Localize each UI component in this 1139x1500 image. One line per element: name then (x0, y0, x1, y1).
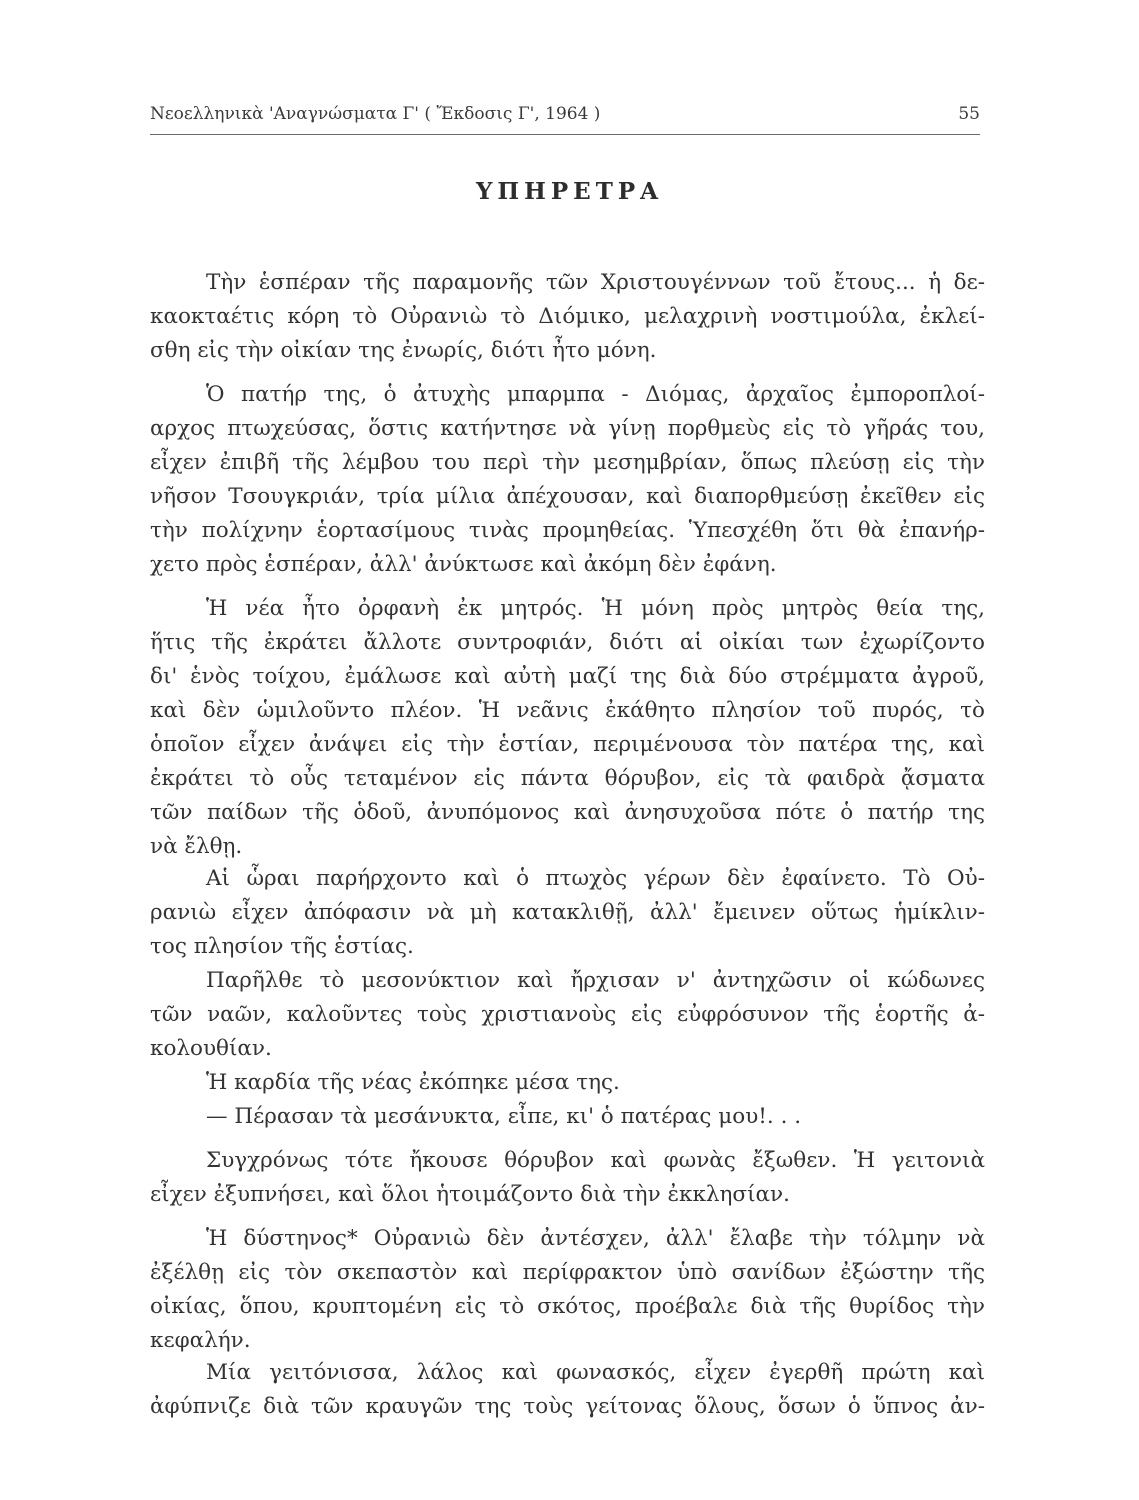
text-line: Αἱ ὧραι παρήρχοντο καὶ ὁ πτωχὸς γέρων δὲν ἐφαίνετο. Τὸ Οὐ- (206, 866, 985, 891)
text-line: τῶν ναῶν, καλοῦντες τοὺς χριστιανοὺς εἰς εὐφρόσυνον τῆς ἑορτῆς ἀ- (150, 1002, 985, 1027)
text-line: ἥτις τῆς ἐκράτει ἄλλοτε συντροφιάν, διότι αἱ οἰκίαι των ἐχωρίζοντο (150, 630, 985, 655)
text-line: εἶχεν ἐπιβῆ τῆς λέμβου του περὶ τὴν μεσημβρίαν, ὅπως πλεύσῃ εἰς τὴν (150, 450, 985, 475)
text-line: χετο πρὸς ἑσπέραν, ἀλλ' ἀνύκτωσε καὶ ἀκόμη δὲν ἐφάνη. (150, 552, 777, 577)
text-line: δι' ἑνὸς τοίχου, ἐμάλωσε καὶ αὐτὴ μαζί της διὰ δύο στρέμματα ἀγροῦ, (150, 664, 985, 689)
text-line: καὶ δὲν ὡμιλοῦντο πλέον. Ἡ νεᾶνις ἐκάθητο πλησίον τοῦ πυρός, τὸ (150, 698, 985, 723)
text-line: ρανιὼ εἶχεν ἀπόφασιν νὰ μὴ κατακλιθῇ, ἀλλ' ἔμεινεν οὕτως ἡμίκλιν- (150, 900, 985, 925)
text-line: ὁποῖον εἶχεν ἀνάψει εἰς τὴν ἑστίαν, περιμένουσα τὸν πατέρα της, καὶ (150, 732, 985, 757)
page-number: 55 (958, 104, 980, 124)
text-line: αρχος πτωχεύσας, ὅστις κατήντησε νὰ γίνῃ πορθμεὺς εἰς τὸ γῆράς του, (150, 416, 985, 441)
text-line: Τὴν ἑσπέραν τῆς παραμονῆς τῶν Χριστουγέννων τοῦ ἔτους... ἡ δε- (206, 270, 985, 295)
text-line: τῶν παίδων τῆς ὁδοῦ, ἀνυπόμονος καὶ ἀνησυχοῦσα πότε ὁ πατήρ της (150, 800, 985, 825)
header-source: Νεοελληνικὰ 'Αναγνώσματα Γ' ( Ἔκδοσις Γ', 1964 ) (150, 104, 601, 124)
text-line: Παρῆλθε τὸ μεσονύκτιον καὶ ἤρχισαν ν' ἀντηχῶσιν οἱ κώδωνες (206, 968, 985, 993)
text-line: Ἡ καρδία τῆς νέας ἐκόπηκε μέσα της. (206, 1070, 620, 1095)
text-line: εἶχεν ἐξυπνήσει, καὶ ὅλοι ἡτοιμάζοντο διὰ τὴν ἐκκλησίαν. (150, 1182, 790, 1207)
text-line: σθη εἰς τὴν οἰκίαν της ἐνωρίς, διότι ἦτο μόνη. (150, 338, 657, 363)
text-line: Ἡ δύστηνος* Οὐρανιὼ δὲν ἀντέσχεν, ἀλλ' ἔλαβε τὴν τόλμην νὰ (206, 1226, 985, 1251)
text-line: τὴν πολίχνην ἑορτασίμους τινὰς προμηθείας. Ὑπεσχέθη ὅτι θὰ ἐπανήρ- (150, 518, 985, 543)
chapter-title: ΥΠΗΡΕΤΡΑ (476, 178, 663, 205)
text-line: νῆσον Τσουγκριάν, τρία μίλια ἀπέχουσαν, καὶ διαπορθμεύσῃ ἐκεῖθεν εἰς (150, 484, 985, 509)
text-line: ἐξέλθῃ εἰς τὸν σκεπαστὸν καὶ περίφρακτον ὑπὸ σανίδων ἐξώστην τῆς (150, 1260, 985, 1285)
text-line: καοκταέτις κόρη τὸ Οὐρανιὼ τὸ Διόμικο, μελαχρινὴ νοστιμούλα, ἐκλεί- (150, 304, 985, 329)
text-line: ἀφύπνιζε διὰ τῶν κραυγῶν της τοὺς γείτονας ὅλους, ὅσων ὁ ὕπνος ἀν- (150, 1394, 985, 1419)
text-line: νὰ ἔλθῃ. (150, 834, 243, 859)
running-header (150, 100, 980, 135)
text-line: τος πλησίον τῆς ἑστίας. (150, 934, 414, 959)
text-line: κολουθίαν. (150, 1036, 272, 1061)
text-line: κεφαλήν. (150, 1328, 251, 1353)
text-line: Ἡ νέα ἦτο ὀρφανὴ ἐκ μητρός. Ἡ μόνη πρὸς μητρὸς θεία της, (206, 596, 985, 621)
text-line: Μία γειτόνισσα, λάλος καὶ φωνασκός, εἶχεν ἐγερθῆ πρώτη καὶ (206, 1360, 985, 1385)
text-line: Συγχρόνως τότε ἤκουσε θόρυβον καὶ φωνὰς ἔξωθεν. Ἡ γειτονιὰ (206, 1148, 985, 1173)
text-line: Ὁ πατήρ της, ὁ ἀτυχὴς μπαρμπα - Διόμας, ἀρχαῖος ἐμποροπλοί- (206, 382, 985, 407)
text-line: ἐκράτει τὸ οὖς τεταμένον εἰς πάντα θόρυβον, εἰς τὰ φαιδρὰ ᾄσματα (150, 766, 985, 791)
text-line: οἰκίας, ὅπου, κρυπτομένη εἰς τὸ σκότος, προέβαλε διὰ τῆς θυρίδος τὴν (150, 1294, 985, 1319)
text-line: — Πέρασαν τὰ μεσάνυκτα, εἶπε, κι' ὁ πατέρας μου!. . . (206, 1104, 802, 1129)
